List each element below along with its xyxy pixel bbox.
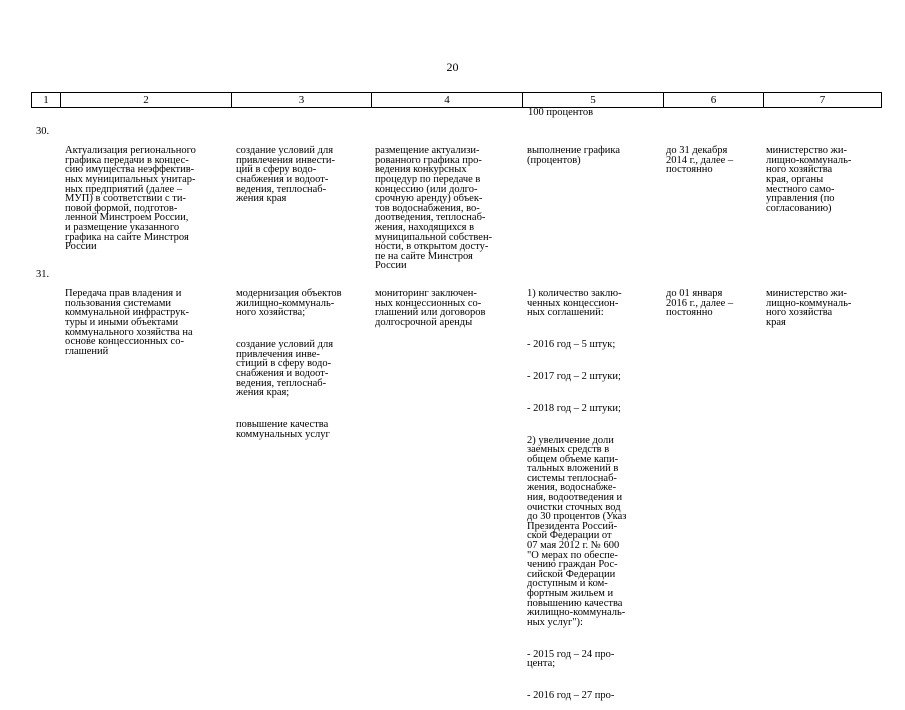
row-31-deadline	[666, 270, 733, 328]
row-30-responsible	[766, 127, 851, 223]
row-30-indicator	[527, 127, 620, 175]
row-31-measure	[65, 270, 193, 366]
row-31-measure-text: Передача прав владения и пользования системами коммунальной инфраструк- туры и иными объектами коммунального хозяйства на основе концессионных со- глашений	[65, 288, 193, 357]
row-31-indicator-part-1: 1) количество заклю- ченных концессион- ных соглашений:	[527, 288, 622, 319]
row-31-indicator-part-6: - 2015 год – 24 про- цента;	[527, 648, 615, 670]
row-31-indicator-part-7: - 2016 год – 27 про-	[527, 689, 615, 701]
row-31-indicator-part-4: - 2018 год – 2 штуки;	[527, 402, 621, 414]
header-col-1: 1	[32, 93, 61, 108]
row-31-result-text: мониторинг заключен- ных концессионных со- глашений или договоров долгосрочной аренды	[375, 288, 486, 328]
header-col-5: 5	[523, 93, 664, 108]
carryover-text: 100 процентов	[528, 107, 594, 118]
row-31-responsible	[766, 270, 851, 337]
row-30-goal	[236, 127, 335, 213]
row-30-indicator-text: выполнение графика (процентов)	[527, 145, 621, 166]
row-30-deadline-text: до 31 декабря 2014 г., далее – постоянно	[666, 145, 734, 176]
row-31-goal	[236, 270, 342, 449]
row-31-indicator	[527, 270, 626, 710]
header-col-4: 4	[372, 93, 523, 108]
row-30-result-text: размещение актуализи- рованного графика про- ведения конкурсных процедур по передаче в концессию (или долго- срочную аренду) объек- тов водоснабжения, во- доотведения, теплоснаб- жения, находящихся в муниципальной собствен- ности, в открытом досту- пе на сайте Минстроя России	[375, 145, 493, 272]
row-31-responsible-text: министерство жи- лищно-коммуналь- ного хозяйства края	[766, 288, 852, 328]
row-31-result	[375, 270, 486, 337]
row-31-deadline-text: до 01 января 2016 г., далее – постоянно	[666, 288, 734, 319]
row-31-goal-part-1: модернизация объектов жилищно-коммуналь- ного хозяйства;	[236, 288, 342, 319]
row-30-number: 30.	[36, 126, 50, 137]
header-col-7: 7	[764, 93, 882, 108]
row-31-number: 31.	[36, 269, 50, 280]
row-31-indicator-part-3: - 2017 год – 2 штуки;	[527, 370, 621, 382]
row-30-measure	[65, 127, 196, 261]
row-31-indicator-part-5: 2) увеличение доли заемных средств в общем объеме капи- тальных вложений в системы теплоснаб- жения, водоснабже- ния, водоотведения и очистки сточных вод до 30 процентов (Указ Президента Россий- ской Федерации от 07 мая 2012 г. № 600 "О мерах по обеспе- чению граждан Рос- сийской Федерации доступным и ком- фортным жильем и повышению качества жилищно-коммуналь- ных услуг"):	[527, 434, 627, 628]
row-30-responsible-text: министерство жи- лищно-коммуналь- ного хозяйства края, органы местного само- управления (по согласованию)	[766, 145, 852, 214]
row-31-indicator-part-2: - 2016 год – 5 штук;	[527, 339, 616, 351]
header-col-2: 2	[61, 93, 232, 108]
row-30-measure-text: Актуализация регионального графика передачи в концес- сию имущества неэффектив- ных муниципальных унитар- ных предприятий (далее – МУП) в соответствии с ти- повой формой, подготов- ленной Минстроем России, и размещение указанного графика на сайте Минстроя России	[65, 145, 196, 253]
row-30-deadline	[666, 127, 733, 185]
row-30-result	[375, 127, 492, 281]
row-31-goal-part-2: создание условий для привлечения инве- стиций в сферу водо- снабжения и водоот- ведения, теплоснаб- жения края;	[236, 339, 334, 399]
page-number: 20	[446, 60, 459, 74]
row-30-goal-text: создание условий для привлечения инвести- ций в сферу водо- снабжения и водоот- ведения, теплоснаб- жения края	[236, 145, 336, 205]
header-col-6: 6	[664, 93, 764, 108]
column-number-header	[31, 92, 882, 108]
header-col-3: 3	[232, 93, 372, 108]
row-31-goal-part-3: повышение качества коммунальных услуг	[236, 418, 330, 440]
